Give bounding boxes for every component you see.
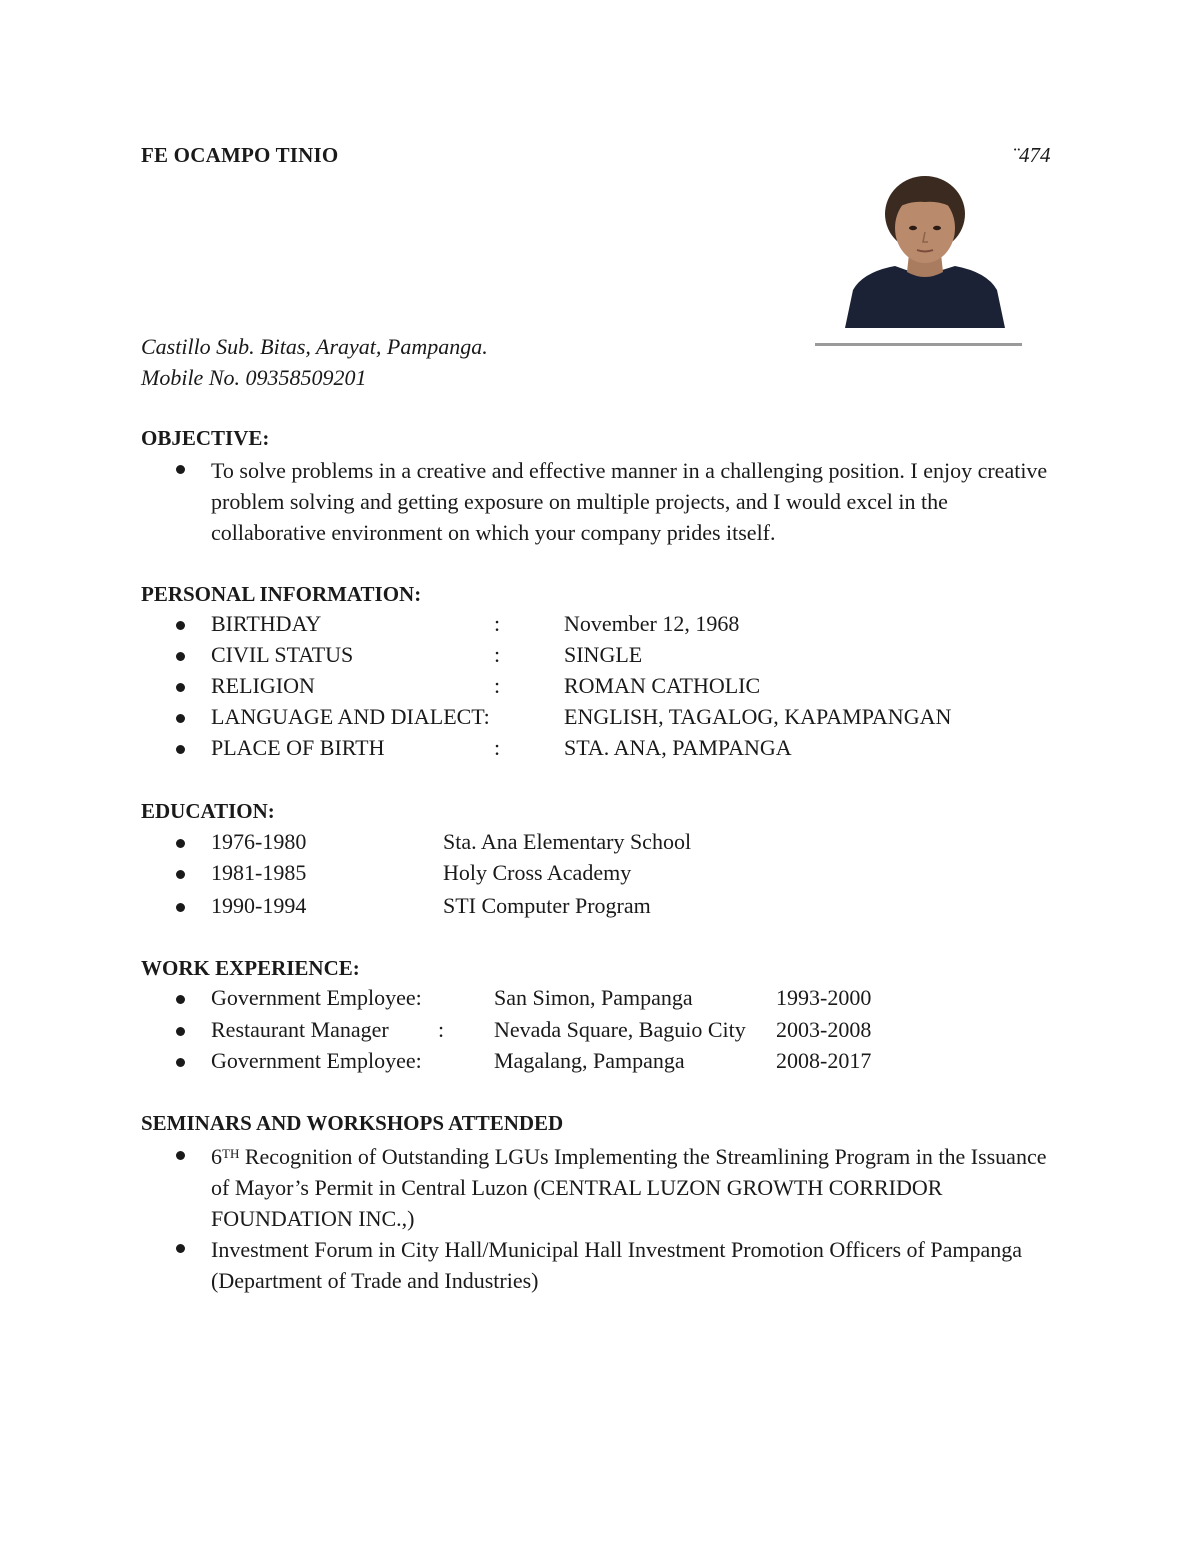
bullet <box>176 903 185 912</box>
education-years: 1981-1985 <box>211 860 307 885</box>
personal-value: SINGLE <box>564 642 643 667</box>
personal-row <box>0 704 1200 735</box>
personal-separator: : <box>494 611 501 636</box>
photo-underline <box>815 343 1022 346</box>
seminar-ordinal-suffix: TH <box>222 1146 240 1161</box>
seminar-text: Recognition of Outstanding LGUs Implementing the Streamlining Program in the Issuance of Mayor’s Permit in Central Luzon (CENTRAL LUZON GROWTH CORRIDOR FOUNDATION INC.,) <box>211 1144 1047 1231</box>
personal-info-heading: PERSONAL INFORMATION: <box>141 582 422 606</box>
personal-value: STA. ANA, PAMPANGA <box>564 735 792 760</box>
work-row <box>0 1017 1200 1048</box>
bullet <box>176 1027 185 1036</box>
education-years: 1976-1980 <box>211 829 307 854</box>
bullet <box>176 652 185 661</box>
work-years: 2008-2017 <box>776 1048 872 1073</box>
education-row <box>0 829 1200 860</box>
bullet <box>176 465 185 474</box>
work-years: 1993-2000 <box>776 985 872 1010</box>
work-separator: : <box>438 1017 445 1042</box>
applicant-name: FE OCAMPO TINIO <box>141 143 339 167</box>
education-school: STI Computer Program <box>443 893 651 918</box>
education-school: Holy Cross Academy <box>443 860 632 885</box>
seminar-item: Investment Forum in City Hall/Municipal Hall Investment Promotion Officers of Pampanga (Department of Trade and Industries) <box>211 1237 1023 1293</box>
personal-separator: : <box>494 642 501 667</box>
document-code: ¨474 <box>1012 143 1051 167</box>
personal-label: LANGUAGE AND DIALECT: <box>211 704 490 729</box>
education-school: Sta. Ana Elementary School <box>443 829 692 854</box>
education-years: 1990-1994 <box>211 893 307 918</box>
work-row <box>0 1048 1200 1079</box>
bullet <box>176 1058 185 1067</box>
work-place: Magalang, Pampanga <box>494 1048 685 1073</box>
work-title: Restaurant Manager <box>211 1017 389 1042</box>
bullet <box>176 1244 185 1253</box>
personal-label: PLACE OF BIRTH <box>211 735 385 760</box>
objective-heading: OBJECTIVE: <box>141 426 270 450</box>
personal-row <box>0 642 1200 673</box>
personal-separator: : <box>494 735 501 760</box>
objective-text: To solve problems in a creative and effective manner in a challenging position. I enjoy creative problem solving and getting exposure on multiple projects, and I would excel in the collaborative environment on which your company prides itself. <box>211 458 1048 545</box>
personal-separator: : <box>494 673 501 698</box>
bullet <box>176 683 185 692</box>
bullet <box>176 745 185 754</box>
bullet <box>176 1151 185 1160</box>
applicant-photo <box>843 172 1007 328</box>
personal-value: November 12, 1968 <box>564 611 740 636</box>
bullet <box>176 839 185 848</box>
personal-label: BIRTHDAY <box>211 611 322 636</box>
education-row <box>0 893 1200 924</box>
work-place: Nevada Square, Baguio City <box>494 1017 746 1042</box>
seminar-item <box>211 1141 1061 1234</box>
seminar-ordinal-number: 6 <box>211 1144 222 1169</box>
portrait-illustration <box>843 172 1007 328</box>
work-years: 2003-2008 <box>776 1017 872 1042</box>
bullet <box>176 621 185 630</box>
education-heading: EDUCATION: <box>141 799 275 823</box>
personal-value: ENGLISH, TAGALOG, KAPAMPANGAN <box>564 704 952 729</box>
work-title: Government Employee: <box>211 985 422 1010</box>
bullet <box>176 995 185 1004</box>
bullet <box>176 870 185 879</box>
personal-label: RELIGION <box>211 673 315 698</box>
personal-label: CIVIL STATUS <box>211 642 354 667</box>
address: Castillo Sub. Bitas, Arayat, Pampanga. <box>141 334 488 359</box>
bullet <box>176 714 185 723</box>
personal-row <box>0 735 1200 766</box>
mobile-number: Mobile No. 09358509201 <box>141 365 367 390</box>
work-title: Government Employee: <box>211 1048 422 1073</box>
personal-row <box>0 611 1200 642</box>
work-row <box>0 985 1200 1016</box>
personal-row <box>0 673 1200 704</box>
seminars-heading: SEMINARS AND WORKSHOPS ATTENDED <box>141 1111 564 1135</box>
work-place: San Simon, Pampanga <box>494 985 693 1010</box>
work-heading: WORK EXPERIENCE: <box>141 956 360 980</box>
education-row <box>0 860 1200 891</box>
personal-value: ROMAN CATHOLIC <box>564 673 761 698</box>
